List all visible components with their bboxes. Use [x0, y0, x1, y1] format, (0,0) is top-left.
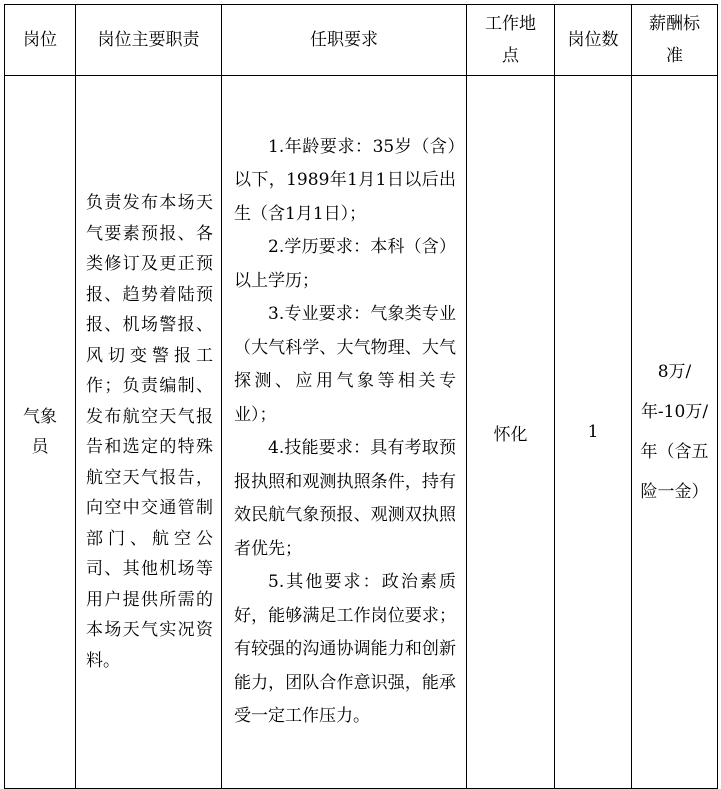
requirement-skills: 4.技能要求：具有考取预报执照和观测执照条件，持有效民航气象预报、观测双执照者优先； [234, 438, 456, 559]
requirement-education: 2.学历要求：本科（含）以上学历； [234, 237, 456, 291]
header-location: 工作地点 [467, 5, 555, 76]
job-table [4, 4, 718, 789]
header-requirements: 任职要求 [222, 5, 467, 76]
cell-location: 怀化 [467, 76, 555, 789]
cell-count: 1 [555, 76, 632, 789]
cell-salary: 8万/年-10万/年（含五险一金） [632, 76, 718, 789]
cell-duties: 负责发布本场天气要素预报、各类修订及更正预报、趋势着陆预报、机场警报、风切变警报工作；负责编制、发布航空天气报告和选定的特殊航空天气报告，向空中交通管制部门、航空公司、其他机场等用户提供所需的本场天气实况资料。 [76, 76, 222, 789]
header-position: 岗位 [5, 5, 76, 76]
header-salary: 薪酬标准 [632, 5, 718, 76]
requirement-age: 1.年龄要求：35岁（含）以下，1989年1月1日以后出生（含1月1日）； [234, 136, 456, 224]
header-duties: 岗位主要职责 [76, 5, 222, 76]
header-count: 岗位数 [555, 5, 632, 76]
requirement-major: 3.专业要求：气象类专业（大气科学、大气物理、大气探测、应用气象等相关专业）； [234, 304, 456, 425]
requirement-other: 5.其他要求：政治素质好，能够满足工作岗位要求；有较强的沟通协调能力和创新能力，团队合作意识强，能承受一定工作压力。 [234, 572, 456, 726]
cell-requirements [222, 76, 467, 789]
cell-position: 气象员 [5, 76, 76, 789]
table-row [5, 76, 718, 789]
table-header [5, 5, 718, 76]
table-body [5, 76, 718, 789]
header-row [5, 5, 718, 76]
